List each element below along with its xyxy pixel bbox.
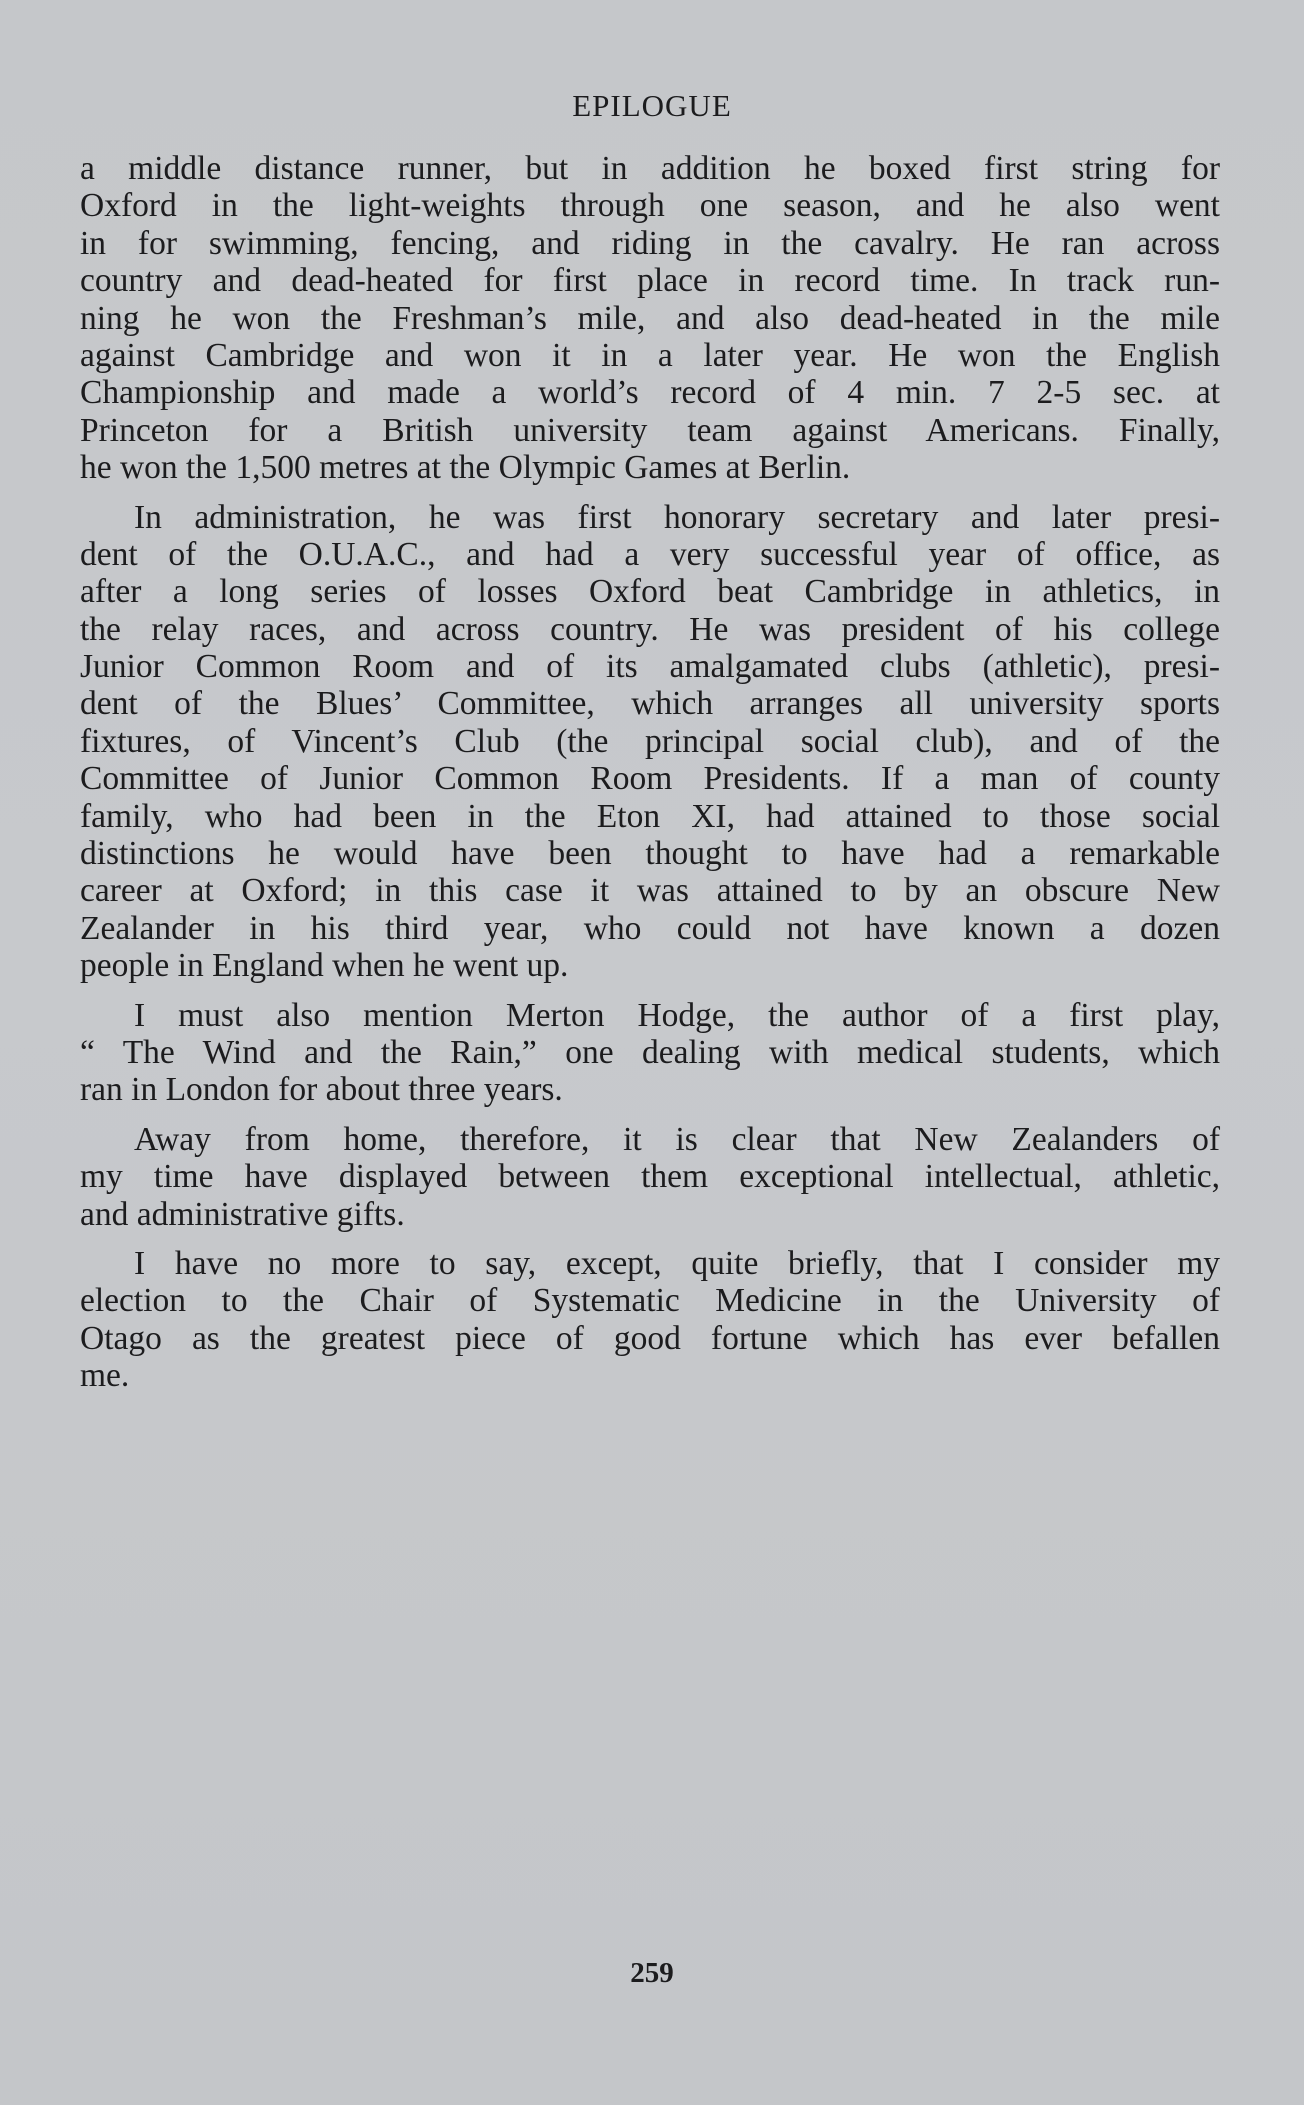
text-line: career at Oxford; in this case it was attained to by an obscure New <box>80 872 1220 910</box>
text-line: Away from home, therefore, it is clear that New Zealanders of <box>134 1120 1220 1158</box>
paragraph-2 <box>80 499 1220 985</box>
text-line: against Cambridge and won it in a later year. He won the English <box>80 336 1220 374</box>
text-line: Junior Common Room and of its amalgamated clubs (athletic), presi- <box>80 648 1220 686</box>
text-line: Zealander in his third year, who could not have known a dozen <box>80 909 1220 947</box>
text-line: people in England when he went up. <box>80 947 569 985</box>
text-line: a middle distance runner, but in addition he boxed first string for <box>80 150 1220 187</box>
paragraph-1 <box>80 150 1220 487</box>
text-line: my time have displayed between them exceptional intellectual, athletic, <box>80 1158 1220 1196</box>
text-line: country and dead-heated for first place in record time. In track run- <box>80 262 1220 300</box>
text-line: dent of the Blues’ Committee, which arranges all university sports <box>80 685 1220 723</box>
text-line: Committee of Junior Common Room Presidents. If a man of county <box>80 760 1220 798</box>
text-line: dent of the O.U.A.C., and had a very successful year of office, as <box>80 535 1220 573</box>
paragraph-3 <box>80 997 1220 1109</box>
text-line: after a long series of losses Oxford beat Cambridge in athletics, in <box>80 573 1220 611</box>
text-line: I have no more to say, except, quite briefly, that I consider my <box>134 1244 1220 1282</box>
text-line: family, who had been in the Eton XI, had attained to those social <box>80 797 1220 835</box>
text-line: fixtures, of Vincent’s Club (the principal social club), and of the <box>80 722 1220 760</box>
text-line: in for swimming, fencing, and riding in the cavalry. He ran across <box>80 224 1220 262</box>
paragraph-5 <box>80 1245 1220 1395</box>
text-line: ran in London for about three years. <box>80 1071 563 1109</box>
text-line: he won the 1,500 metres at the Olympic Games at Berlin. <box>80 449 851 487</box>
body-text <box>80 150 1220 1407</box>
text-line: the relay races, and across country. He was president of his college <box>80 610 1220 648</box>
text-line: Princeton for a British university team against Americans. Finally, <box>80 411 1220 449</box>
text-line: me. <box>80 1357 130 1395</box>
page-number: 259 <box>630 1957 674 1989</box>
text-line: distinctions he would have been thought to have had a remarkable <box>80 835 1220 873</box>
text-line: and administrative gifts. <box>80 1195 405 1233</box>
text-line: I must also mention Merton Hodge, the author of a first play, <box>134 996 1220 1034</box>
running-head: EPILOGUE <box>572 88 732 123</box>
text-line: ning he won the Freshman’s mile, and also dead-heated in the mile <box>80 299 1220 337</box>
text-line: “ The Wind and the Rain,” one dealing with medical students, which <box>80 1033 1220 1071</box>
paragraph-4 <box>80 1121 1220 1233</box>
text-line: Championship and made a world’s record of 4 min. 7 2-5 sec. at <box>80 374 1220 412</box>
text-line: Otago as the greatest piece of good fortune which has ever befallen <box>80 1319 1220 1357</box>
text-line: In administration, he was first honorary secretary and later presi- <box>134 498 1220 536</box>
text-line: Oxford in the light-weights through one season, and he also went <box>80 187 1220 225</box>
text-line: election to the Chair of Systematic Medicine in the University of <box>80 1282 1220 1320</box>
